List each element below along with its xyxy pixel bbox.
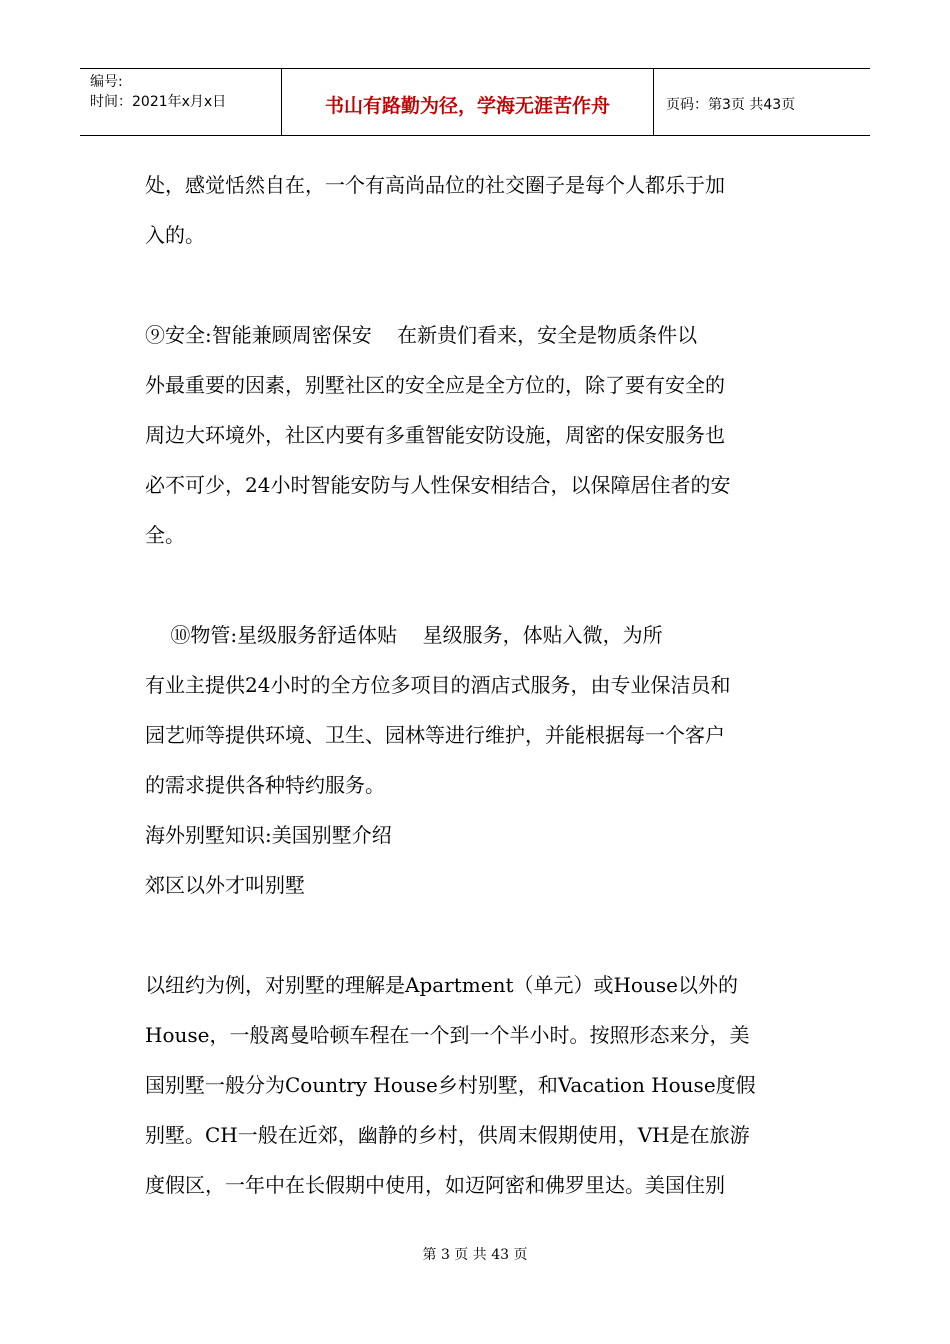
header-meta — [80, 69, 282, 135]
body-line: 度假区，一年中在长假期中使用，如迈阿密和佛罗里达。美国住别 — [145, 1173, 725, 1197]
header-motto: 书山有路勤为径，学海无涯苦作舟 — [282, 69, 654, 135]
body-line: 周边大环境外，社区内要有多重智能安防设施，周密的保安服务也 — [145, 423, 725, 447]
header-page-info: 页码：第3页 共43页 — [666, 97, 796, 113]
page-footer: 第 3 页 共 43 页 — [422, 1247, 528, 1263]
body-line: 入的。 — [145, 223, 205, 247]
page-header — [80, 68, 870, 136]
header-number-label: 编号: — [90, 74, 123, 90]
body-line: House，一般离曼哈顿车程在一个到一个半小时。按照形态来分，美 — [145, 1023, 750, 1047]
body-line: 以纽约为例，对别墅的理解是Apartment（单元）或House以外的 — [145, 973, 738, 997]
body-line: 国别墅一般分为Country House乡村别墅，和Vacation House度假 — [145, 1073, 756, 1097]
body-line: 处，感觉恬然自在，一个有高尚品位的社交圈子是每个人都乐于加 — [145, 173, 725, 197]
body-line: 的需求提供各种特约服务。 — [145, 773, 385, 797]
body-line: 必不可少，24小时智能安防与人性保安相结合，以保障居住者的安 — [145, 473, 731, 497]
body-line: 外最重要的因素，别墅社区的安全应是全方位的，除了要有安全的 — [145, 373, 725, 397]
document-body — [145, 160, 805, 1210]
section-subheading: 郊区以外才叫别墅 — [145, 873, 305, 897]
body-line: ⑨安全:智能兼顾周密保安 在新贵们看来，安全是物质条件以 — [145, 323, 698, 347]
body-line: 园艺师等提供环境、卫生、园林等进行维护，并能根据每一个客户 — [145, 723, 725, 747]
body-line: 全。 — [145, 523, 185, 547]
body-line: 别墅。CH一般在近郊，幽静的乡村，供周末假期使用，VH是在旅游 — [145, 1123, 750, 1147]
header-time-label: 时间：2021年x月x日 — [90, 94, 227, 110]
body-line: 有业主提供24小时的全方位多项目的酒店式服务，由专业保洁员和 — [145, 673, 731, 697]
section-heading: 海外别墅知识:美国别墅介绍 — [145, 823, 392, 847]
body-line: ⑩物管:星级服务舒适体贴 星级服务，体贴入微，为所 — [145, 623, 663, 647]
